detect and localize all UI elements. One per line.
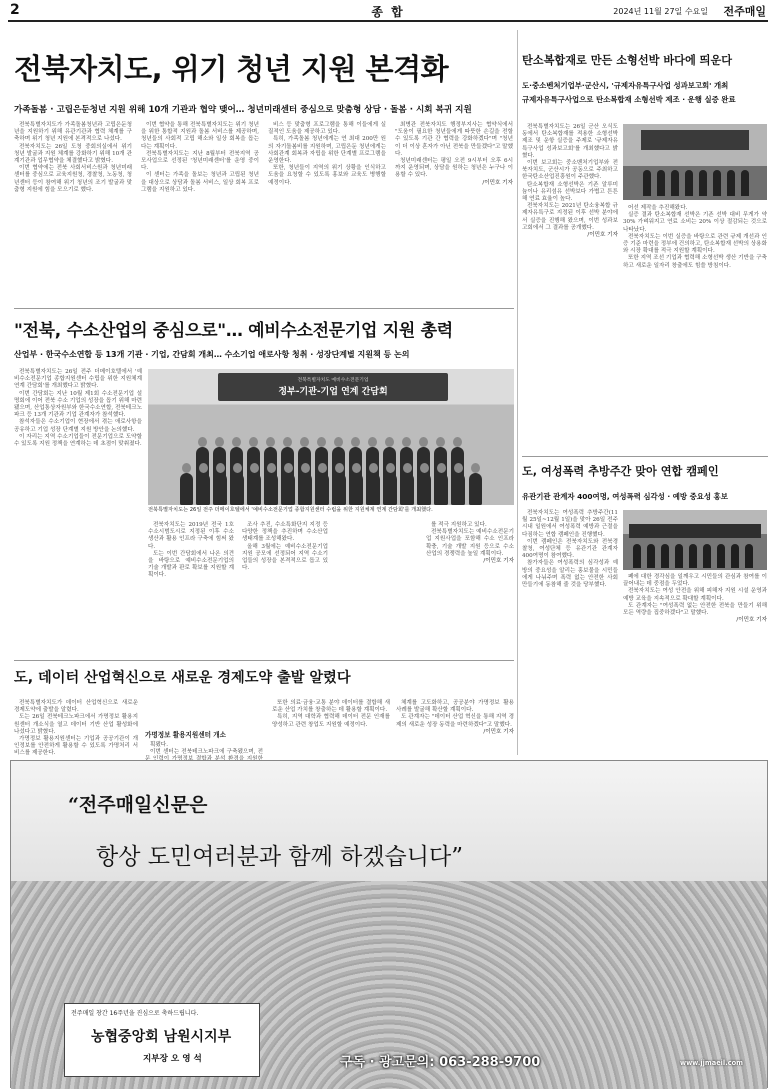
meeting-photo-banner-title: 정부-기관-기업 연계 간담회 bbox=[278, 387, 388, 397]
paragraph: 전북특별자치도는 26일 군산 오식도동에서 탄소복합재를 적용한 소형선박 제조 및 운항 실증을 주제로 '규제자유특구사업 성과보고회'를 개최했다고 밝혔다. bbox=[522, 124, 618, 159]
byline: /이민호 기자 bbox=[587, 232, 618, 239]
paragraph: 실증 결과 탄소복합재 선박은 기존 선박 대비 무게가 약 30% 가벼워지고 연료 소비는 20% 이상 절감되는 것으로 나타났다. bbox=[623, 212, 767, 233]
paragraph: 어선 제작을 추진해왔다. bbox=[628, 205, 688, 211]
article4-column-3 bbox=[272, 700, 390, 758]
ad-slogan-line-2: 항상 도민여러분과 함께 하겠습니다” bbox=[96, 844, 463, 870]
paragraph: 이번 간담회는 지난 10월 제1회 수소전문기업 설명회에 이어 전북 수소 기업의 성장을 돕기 위해 마련됐으며, 산업통상자원부와 한국수소연합, 전북테크노파크 등 13개 기관과 기업 관계자가 참석했다. bbox=[14, 390, 142, 419]
issue-date: 2024년 11월 27일 수요일 bbox=[613, 7, 708, 16]
paragraph: 전북자치도는 2021년 탄소융복합 규제자유특구로 지정된 이후 선박 분야에서 실증을 진행해 왔으며, 이번 성과보고회에서 그 결과를 공개했다. bbox=[522, 203, 618, 231]
person-head bbox=[267, 463, 276, 473]
person-figure bbox=[214, 473, 227, 505]
paragraph: 또한 의료·금융·교통 분야 데이터를 결합해 새로운 산업 가치를 창출하는 데 활용할 계획이다. bbox=[272, 700, 390, 714]
person-head bbox=[250, 463, 259, 473]
article1-headline: 전북자치도, 위기 청년 지원 본격화 bbox=[14, 52, 449, 86]
paragraph: 또한, 청년들이 지역의 위기 상황을 인식하고 도움을 요청할 수 있도록 홍보와 교육도 병행할 예정이다. bbox=[268, 165, 386, 186]
byline: /이민호 기자 bbox=[483, 558, 514, 565]
person-head bbox=[335, 463, 344, 473]
person-head bbox=[420, 463, 429, 473]
paragraph: 체계를 고도화하고, 공공분야 가명정보 활용 사례를 발굴해 확산할 계획이다. bbox=[396, 700, 514, 714]
person-head bbox=[453, 437, 462, 447]
person-head bbox=[198, 437, 207, 447]
person-figure bbox=[469, 473, 482, 505]
person-head bbox=[283, 437, 292, 447]
paragraph: 전북자치도는 26일 도청 중회의실에서 위기 청년 발굴과 지원 체계를 강화하기 위해 10개 관계기관과 업무협약을 체결했다고 밝혔다. bbox=[14, 143, 132, 165]
article3-subheadline: 산업부 · 한국수소연합 등 13개 기관 · 기업, 간담회 개최… 수소기업 애로사항 청취 · 성장단계별 지원책 등 논의 bbox=[14, 350, 410, 359]
article4-headline: 도, 데이터 산업혁신으로 새로운 경제도약 출발 알렸다 bbox=[14, 670, 351, 686]
person-head bbox=[300, 437, 309, 447]
paragraph: 도는 26일 전북테크노파크에서 가명정보 활용지원센터 개소식을 열고 데이터 기반 산업 활성화에 나섰다고 밝혔다. bbox=[14, 714, 138, 735]
paragraph: 를 적극 지원하고 있다. bbox=[431, 522, 487, 528]
person-figure bbox=[248, 473, 261, 505]
article2-column-2 bbox=[623, 205, 767, 455]
paragraph: 참가자들은 여성폭력의 심각성과 예방의 중요성을 알리는 홍보물을 시민들에게 나눠주며 폭력 없는 안전한 사회 만들기에 동참해 줄 것을 당부했다. bbox=[522, 560, 618, 589]
paragraph: 전북자치도는 이번 실증을 바탕으로 관련 규제 개선과 인증 기준 마련을 정부에 건의하고, 탄소복합재 선박의 상용화와 시장 확대를 적극 지원할 계획이다. bbox=[623, 233, 767, 255]
person-head bbox=[266, 437, 275, 447]
person-head bbox=[351, 437, 360, 447]
person-figure bbox=[350, 473, 363, 505]
person-figure bbox=[316, 473, 329, 505]
paragraph: 또한 지역 조선 기업과 협력해 소형선박 생산 기반을 구축하고 새로운 일자리 창출에도 힘쓸 방침이다. bbox=[623, 255, 767, 269]
divider bbox=[522, 456, 768, 457]
person-figure bbox=[180, 473, 193, 505]
ad-website-url: www.jjmaeil.com bbox=[680, 1059, 744, 1067]
paper-name: 전주매일 bbox=[723, 5, 766, 18]
paragraph: 도 관계자는 "데이터 산업 혁신을 통해 지역 경제의 새로운 성장 동력을 마련하겠다"고 말했다. bbox=[396, 714, 514, 728]
person-head bbox=[419, 437, 428, 447]
paragraph: 이 자리는 지역 수소기업들이 전문기업으로 도약할 수 있도록 지원 정책을 연계하는 데 초점이 맞춰졌다. bbox=[14, 433, 142, 448]
byline: /이민호 기자 bbox=[482, 179, 513, 186]
paragraph: 청년미래센터는 평일 오전 9시부터 오후 6시까지 운영되며, 상담을 원하는 청년은 누구나 이용할 수 있다. bbox=[395, 158, 513, 179]
paragraph: 최병관 전북자치도 행정부지사는 협약식에서 "도움이 필요한 청년들에게 따뜻한 손길을 전할 수 있도록 기관 간 협력을 강화하겠다"며 "청년이 더 이상 혼자가 아닌 전북을 만들겠다"고 말했다. bbox=[395, 122, 513, 157]
article1-column-1 bbox=[14, 122, 132, 302]
person-head bbox=[182, 463, 191, 473]
article3-headline: "전북, 수소산업의 중심으로"… 예비수소전문기업 지원 총력 bbox=[14, 321, 453, 341]
person-figure bbox=[418, 473, 431, 505]
person-head bbox=[318, 463, 327, 473]
paragraph: 전북자치도는 여성폭력 추방주간(11월 25일~12월 1일)을 맞아 26일 전주 시내 일원에서 여성폭력 예방과 근절을 다짐하는 연합 캠페인을 진행했다. bbox=[522, 510, 618, 538]
article5-subheadline: 유관기관 관계자 400여명, 여성폭력 심각성 · 예방 중요성 홍보 bbox=[522, 492, 728, 501]
person-head bbox=[471, 463, 480, 473]
article1-column-4 bbox=[395, 122, 513, 302]
person-head bbox=[199, 463, 208, 473]
person-head bbox=[215, 437, 224, 447]
column-divider bbox=[517, 30, 518, 755]
section-name: 종 합 bbox=[371, 5, 405, 19]
paragraph: 이번 캠페인은 전북자치도와 전북경찰청, 여성단체 등 유관기관 관계자 400여명이 참여했다. bbox=[522, 538, 618, 560]
person-head bbox=[216, 463, 225, 473]
paragraph: 도 관계자는 "여성폭력 없는 안전한 전북을 만들기 위해 모든 역량을 집중하겠다"고 말했다. bbox=[623, 602, 767, 617]
byline: /이민호 기자 bbox=[483, 728, 514, 735]
article2-headline: 탄소복합재로 만든 소형선박 바다에 띄운다 bbox=[522, 54, 733, 67]
person-head bbox=[403, 463, 412, 473]
divider bbox=[14, 660, 514, 661]
paragraph: 이번 보고회는 중소벤처기업부와 전북자치도, 군산시가 공동으로 주최하고 한국탄소산업진흥원이 주관했다. bbox=[522, 160, 618, 181]
paragraph: 특히, 가족돌봄 청년에게는 연 최대 200만 원의 자기돌봄비를 지원하며, 고립은둔 청년에게는 사회관계 회복과 자립을 위한 단계별 프로그램을 운영한다. bbox=[268, 136, 386, 165]
article3-column-2 bbox=[148, 522, 234, 657]
ad-slogan-line-1: “전주매일신문은 bbox=[68, 794, 208, 816]
paragraph: 도는 이번 간담회에서 나온 의견을 바탕으로 예비수소전문기업의 기술 개발과 판로 확보를 지원할 계획이다. bbox=[148, 550, 234, 579]
paragraph: 전북자치도는 2019년 전국 1호 수소시범도시로 지정된 이후 수소 생산과 활용 인프라 구축에 힘써 왔다. bbox=[148, 522, 234, 550]
paragraph: 조사 추진, 수소특화단지 지정 등 다양한 정책을 추진하며 수소산업 생태계를 조성해왔다. bbox=[242, 522, 328, 543]
ship-photo-banner bbox=[641, 130, 749, 150]
paragraph: 전북자치도는 여성 안전을 위해 피해자 지원 시설 운영과 예방 교육을 지속적으로 확대할 계획이다. bbox=[623, 588, 767, 602]
person-head bbox=[437, 463, 446, 473]
paragraph: 전북특별자치도가 데이터 산업혁신으로 새로운 경제도약에 출발을 알렸다. bbox=[14, 700, 138, 714]
person-head bbox=[317, 437, 326, 447]
article5-column-2 bbox=[623, 574, 767, 758]
paragraph: 이 센터는 가족을 돌보는 청년과 고립된 청년을 대상으로 상담과 돌봄 서비스, 일상 회복 프로그램을 지원하고 있다. bbox=[141, 172, 259, 193]
masthead bbox=[8, 0, 768, 22]
person-head bbox=[436, 437, 445, 447]
person-figure bbox=[367, 473, 380, 505]
campaign-photo-banner bbox=[629, 524, 761, 538]
article4-column-1 bbox=[14, 700, 138, 758]
person-figure bbox=[384, 473, 397, 505]
person-head bbox=[233, 463, 242, 473]
person-head bbox=[334, 437, 343, 447]
person-head bbox=[232, 437, 241, 447]
person-head bbox=[386, 463, 395, 473]
person-head bbox=[454, 463, 463, 473]
paragraph: 이번 협약에는 전북 사회서비스원과 청년미래센터를 중심으로 교육지원청, 경찰청, 노동청, 청년센터 등이 참여해 위기 청년의 조기 발굴과 맞춤형 지원에 힘을 모으기로 했다. bbox=[14, 165, 132, 193]
paragraph: 올해 3월에는 예비수소전문기업 지원 공모에 선정되어 지역 수소기업들의 성장을 본격적으로 돕고 있다. bbox=[242, 543, 328, 572]
paragraph: 폐에 대한 경각심을 일깨우고 시민들의 관심과 참여를 이끌어내는 데 중점을 두었다. bbox=[623, 574, 767, 588]
paragraph: 탄소복합재 소형선박은 기존 알루미늄이나 유리섬유 선박보다 가볍고 튼튼해 연료 효율이 높다. bbox=[522, 181, 618, 203]
article2-subheadline bbox=[522, 79, 768, 107]
article4-column-2 bbox=[145, 742, 263, 758]
article2-subheadline-2: 규제자유특구사업으로 탄소복합재 소형선박 제조 · 운행 실증 완료 bbox=[522, 95, 736, 104]
article4-kicker: 가명정보 활용지원센터 개소 bbox=[145, 731, 227, 739]
article4-column-4 bbox=[396, 700, 514, 758]
person-figure bbox=[197, 473, 210, 505]
person-head bbox=[284, 463, 293, 473]
byline: /이민호 기자 bbox=[736, 617, 767, 624]
photo-caption: 전북특별자치도는 26일 전주 더메이호텔에서 '예비수소전문기업 종합지원센터 수립을 위한 지원체계 연계 간담회'를 개최했다. bbox=[148, 507, 433, 513]
paragraph: 이번 센터는 전북테크노파크에 구축됐으며, 전 bbox=[150, 749, 263, 756]
person-figure bbox=[435, 473, 448, 505]
person-figure bbox=[299, 473, 312, 505]
person-figure bbox=[452, 473, 465, 505]
meeting-photo-banner-small: 전북특별자치도 예비수소전문기업 bbox=[297, 378, 369, 383]
page-number: 2 bbox=[10, 2, 20, 18]
paragraph: 전북특별자치도는 26일 전주 더메이호텔에서 '예비수소전문기업 종합지원센터 수립을 위한 지원체계 연계 간담회'를 개최했다고 밝혔다. bbox=[14, 369, 142, 390]
article3-column-3 bbox=[242, 522, 328, 657]
article3-column-4 bbox=[426, 522, 514, 657]
article3-column-1 bbox=[14, 369, 142, 659]
person-head bbox=[385, 437, 394, 447]
article1-column-2 bbox=[141, 122, 259, 302]
divider bbox=[14, 308, 514, 309]
paragraph: 이번 협약을 통해 전북특별자치도는 위기 청년을 위한 통합적 지원과 돌봄 서비스를 제공하며, 청년들의 사회적 고립 해소와 일상 회복을 돕는다는 계획이다. bbox=[141, 122, 259, 150]
ad-contact-phone: 구독 · 광고문의: 063-288-9700 bbox=[340, 1055, 541, 1070]
article5-headline: 도, 여성폭력 추방주간 맞아 연합 캠페인 bbox=[522, 465, 719, 478]
person-figure bbox=[265, 473, 278, 505]
article2-subheadline-1: 도·중소벤처기업부·군산시, '규제자유특구사업 성과보고회' 개최 bbox=[522, 81, 729, 90]
paragraph: 전북특별자치도는 예비수소전문기업 지원사업을 포함해 수소 인프라 확충, 기술 개발 지원 등으로 수소 산업의 경쟁력을 높일 계획이다. bbox=[426, 529, 514, 557]
ship-photo bbox=[623, 124, 767, 200]
person-head bbox=[301, 463, 310, 473]
person-figure bbox=[231, 473, 244, 505]
paragraph: 특히, 지역 대학과 협력해 데이터 전문 인재를 양성하고 관련 창업도 지원할 예정이다. bbox=[272, 714, 390, 728]
paragraph: 가명정보 활용지원센터는 기업과 공공기관이 개인정보를 안전하게 활용할 수 있도록 가명처리 서비스를 제공한다. bbox=[14, 736, 138, 757]
paragraph: 전북특별자치도가 가족돌봄청년과 고립은둔청년을 지원하기 위해 유관기관과 협력 체계를 구축하며 위기 청년 지원에 본격적으로 나섰다. bbox=[14, 122, 132, 143]
paragraph: 전북특별자치도는 지난 8월부터 전북지역 공모사업으로 선정된 '청년미래센터'를 운영 중이다. bbox=[141, 150, 259, 172]
paragraph: 참석자들은 수소기업이 현장에서 겪는 애로사항을 공유하고 기업 성장 단계별 지원 방안을 논의했다. bbox=[14, 419, 142, 433]
meeting-photo bbox=[148, 369, 514, 505]
ad-sponsor-note: 전주매일 창간 16주년을 진심으로 축하드립니다. bbox=[71, 1010, 199, 1017]
person-head bbox=[352, 463, 361, 473]
paragraph: 획됐다. bbox=[150, 742, 168, 748]
person-figure bbox=[282, 473, 295, 505]
person-figure bbox=[333, 473, 346, 505]
person-head bbox=[249, 437, 258, 447]
person-head bbox=[369, 463, 378, 473]
article2-column-1 bbox=[522, 124, 618, 454]
ad-sponsor-rep: 지부장 오 영 석 bbox=[143, 1054, 202, 1064]
campaign-photo bbox=[623, 510, 767, 570]
ad-sponsor-org: 농협중앙회 남원시지부 bbox=[91, 1029, 232, 1045]
article1-subheadline: 가족돌봄 · 고립은둔청년 지원 위해 10개 기관과 협약 맺어… 청년미래센터 중심으로 맞춤형 상담 · 돌봄 · 시회 복귀 지원 bbox=[14, 105, 472, 115]
article5-column-1 bbox=[522, 510, 618, 758]
person-head bbox=[402, 437, 411, 447]
meeting-photo-banner bbox=[218, 373, 448, 401]
person-head bbox=[368, 437, 377, 447]
article1-column-3 bbox=[268, 122, 386, 302]
person-figure bbox=[401, 473, 414, 505]
paragraph: 비스 등 맞춤형 프로그램을 통해 이들에게 실질적인 도움을 제공하고 있다. bbox=[268, 122, 386, 136]
ad-sponsor-box bbox=[64, 1003, 260, 1077]
